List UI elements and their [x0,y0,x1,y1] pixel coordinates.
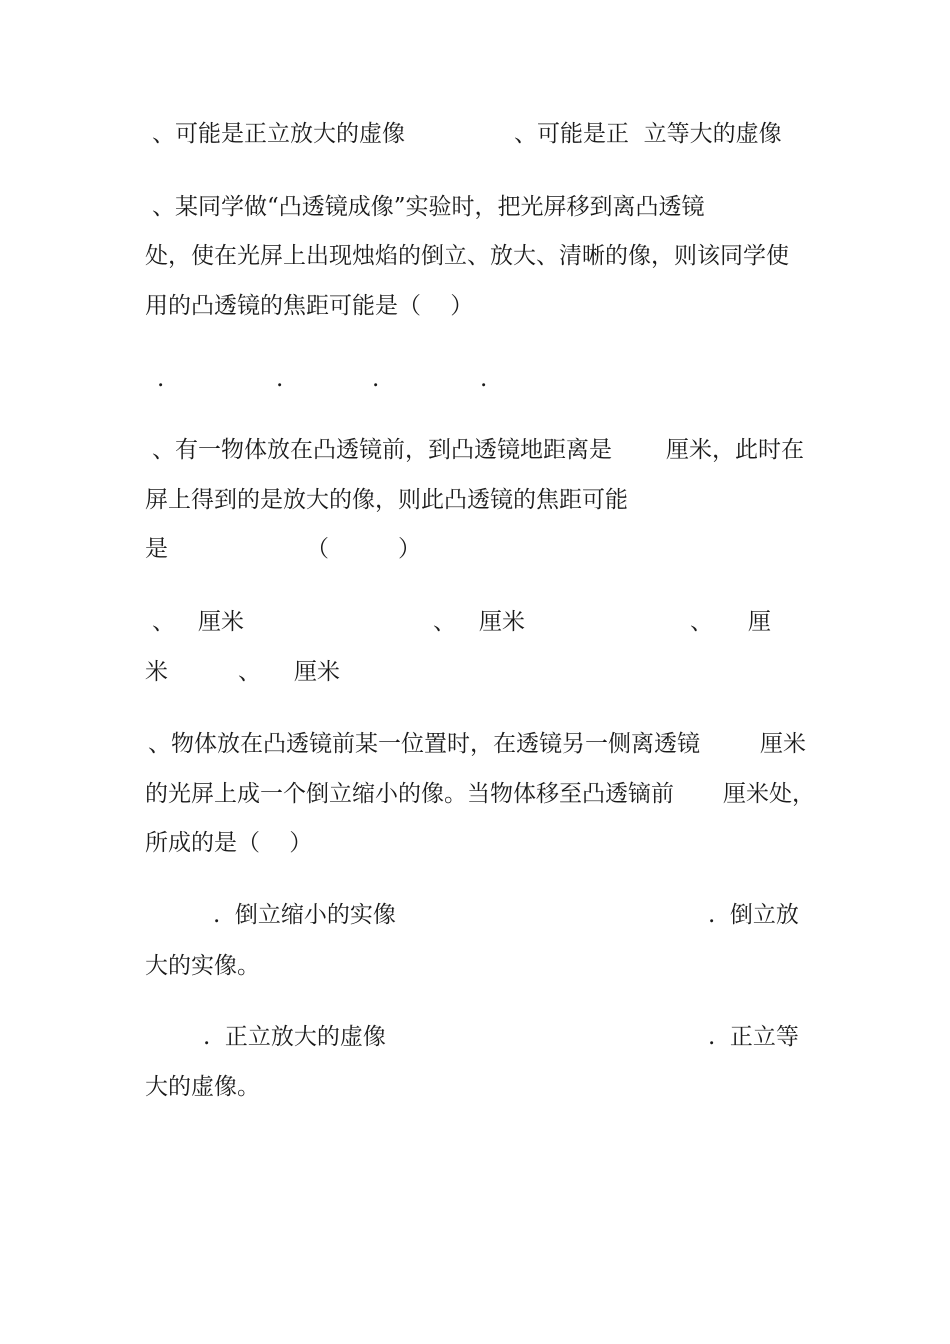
answer-paren-close: ） [398,536,421,562]
option-d-continued: 大的虚像。 [145,1074,260,1100]
option-a-marker: . [157,366,165,392]
question-stem-line: 厘米 [760,731,806,757]
question-stem-line: 厘米处， [723,781,815,807]
option-d-marker: 、 [238,659,261,685]
option-d: 、可能是正 立等大的虚像 [514,121,782,147]
option-c-marker: 、 [690,609,713,635]
option-b-marker: . [276,366,284,392]
option-b-continued: 大的实像。 [145,953,260,979]
option-b: . 倒立放 [708,902,799,928]
question-stem-line: 的光屏上成一个倒立缩小的像。当物体移至凸透镝前 [145,781,674,807]
question-stem-line: 所成的是（ ） [145,830,313,856]
option-c-unit-continued: 米 [145,659,168,685]
answer-paren-open: （ [306,536,329,562]
option-c: 、可能是正立放大的虚像 [152,121,405,147]
option-d-marker: . [480,366,488,392]
option-b-marker: 、 [433,609,456,635]
question-stem-line: 、某同学做“凸透镜成像”实验时，把光屏移到离凸透镜 [152,194,705,220]
option-b-unit: 厘米 [479,609,525,635]
question-stem-line: 是 [145,536,168,562]
question-stem-line: 用的凸透镜的焦距可能是（ ） [145,293,474,319]
option-a-unit: 厘米 [198,609,244,635]
option-c-unit: 厘 [748,609,771,635]
option-c-marker: . [372,366,380,392]
option-d-unit: 厘米 [294,659,340,685]
question-stem-line: 处，使在光屏上出现烛焰的倒立、放大、清晰的像，则该同学使 [145,243,789,269]
option-a-marker: 、 [152,609,175,635]
option-a: . 倒立缩小的实像 [213,902,396,928]
option-c: . 正立放大的虚像 [203,1024,386,1050]
question-stem-line: 、有一物体放在凸透镜前，到凸透镜地距离是 [152,437,612,463]
question-stem-line: 、物体放在凸透镜前某一位置时，在透镜另一侧离透镜 [148,731,700,757]
question-stem-line: 屏上得到的是放大的像，则此凸透镜的焦距可能 [145,487,628,513]
option-d: . 正立等 [708,1024,799,1050]
question-stem-line: 厘米，此时在 [666,437,804,463]
